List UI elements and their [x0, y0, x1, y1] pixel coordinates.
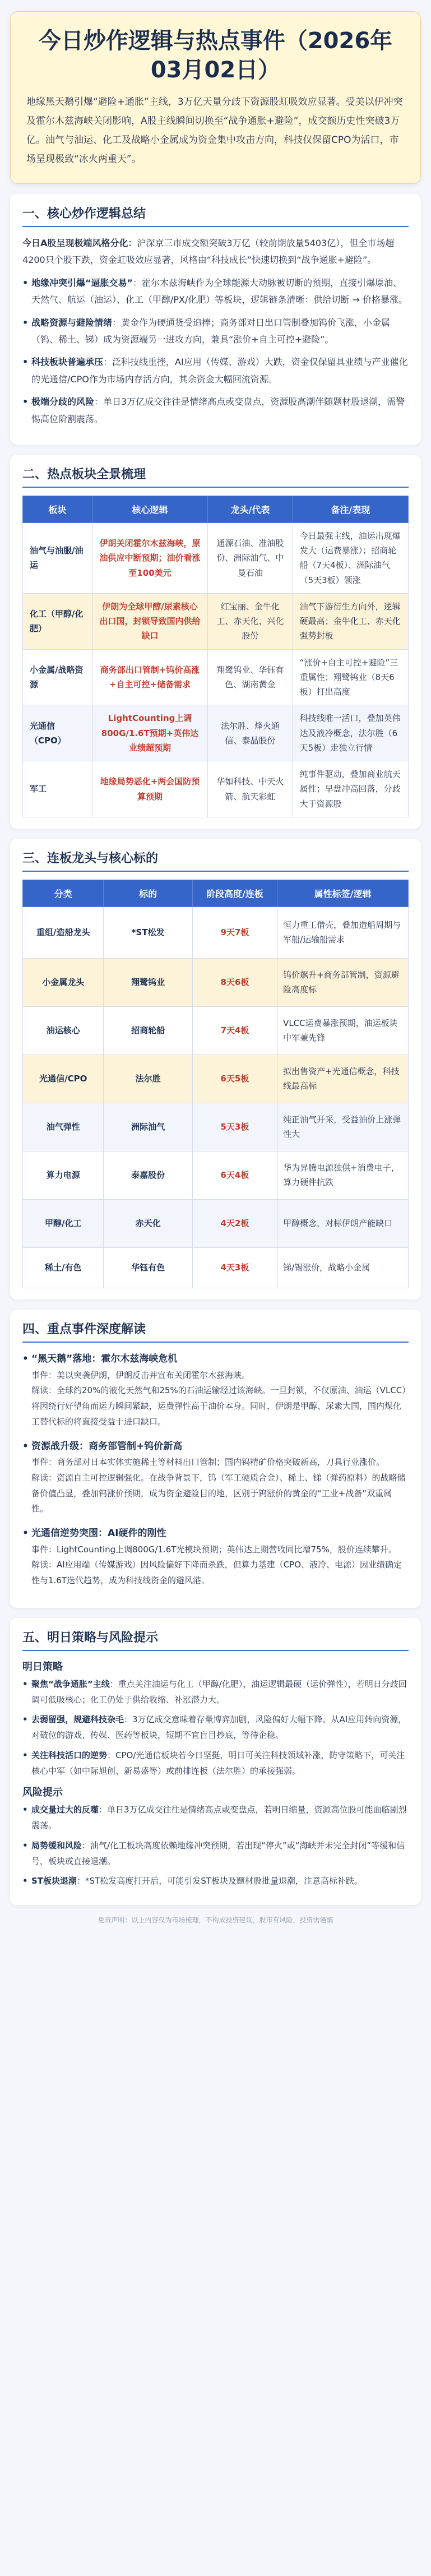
bullet-text: ：霍尔木兹海峡作为全球能源大动脉被切断的预期，直接引爆原油、天然气、航运（油运）、化工（甲醇/PX/化肥）等板块，逻辑链条清晰：供给切断 → 价格暴涨。	[31, 277, 407, 306]
stock-cell: 华钰有色	[104, 1247, 192, 1288]
stock-cell: 泰嘉股份	[104, 1151, 192, 1199]
section-event-analysis	[10, 1310, 421, 1608]
section-title: 四、重点事件深度解读	[22, 1320, 409, 1343]
bullet-content	[31, 1677, 409, 1708]
stock-cell: 招商轮船	[104, 1006, 192, 1055]
stock-cell: 翔鹭钨业	[104, 958, 192, 1006]
section-title: 一、核心炒作逻辑总结	[22, 204, 409, 227]
tag-cell: 钨价飙升+商务部管制，资源避险高度标	[277, 958, 409, 1006]
bullet-content	[31, 1838, 409, 1870]
bullet-text: ：单日3万亿成交往往是情绪高点或变盘点，资源股高潮伴随题材股退潮，需警惕高位阶割震荡。	[31, 396, 405, 424]
tag-cell: 恒力重工借壳，叠加造船周期与军船/运输船需求	[277, 907, 409, 958]
strategy-item	[22, 1677, 409, 1708]
table-row	[23, 522, 409, 593]
event-title: “黑天鹅”落地：霍尔木兹海峡危机	[31, 1353, 178, 1365]
event-fact: 事件：美以突袭伊朗，伊朗反击并宣布关闭霍尔木兹海峡。	[31, 1370, 251, 1380]
logic-cell: 商务部出口管制+钨价高涨+自主可控+储备需求	[92, 649, 207, 705]
bullet-dot-icon: •	[22, 1353, 29, 1365]
section-leading-stocks	[10, 839, 421, 1299]
bullet-item	[22, 354, 409, 388]
event-heading	[22, 1438, 409, 1455]
summary-card	[10, 11, 421, 184]
bullet-item	[22, 275, 409, 309]
table-row	[23, 958, 409, 1006]
bullet-dot-icon: •	[22, 1840, 28, 1851]
note-cell: “涨价+自主可控+避险”三重属性；翔鹭钨业（8天6板）打出高度	[293, 649, 408, 705]
bullet-dot-icon: •	[22, 1678, 28, 1689]
event-title: 资源战升级：商务部管制+钨价新高	[31, 1440, 183, 1452]
bullet-dot-icon: •	[22, 1440, 29, 1452]
category-cell: 算力电源	[23, 1151, 104, 1199]
column-header: 板块	[23, 496, 92, 522]
bullet-dot-icon: •	[22, 357, 29, 368]
column-header: 龙头/代表	[208, 496, 293, 522]
bullet-title: 聚焦“战争通胀”主线	[31, 1678, 110, 1689]
stock-cell: *ST松发	[104, 907, 192, 958]
bullet-dot-icon: •	[22, 1714, 28, 1725]
disclaimer: 免责声明：以上内容仅为市场梳理，不构成投资建议，股市有风险，投资需谨慎	[98, 1916, 333, 1925]
sector-cell: 小金属/战略资源	[23, 649, 92, 705]
bullet-title: ST板块退潮	[31, 1876, 77, 1886]
stock-cell: 赤天化	[104, 1199, 192, 1247]
category-cell: 油运核心	[23, 1006, 104, 1055]
table-row	[23, 649, 409, 705]
bullet-dot-icon: •	[22, 1805, 28, 1815]
tag-cell: 华为昇腾电源独供+消费电子，算力硬件抗跌	[277, 1151, 409, 1199]
height-cell: 6天5板	[192, 1055, 277, 1103]
table-row	[23, 1055, 409, 1103]
table-row	[23, 593, 409, 649]
logic-cell: 伊朗为全球甲醇/尿素核心出口国，封锁导致国内供给缺口	[92, 593, 207, 649]
bullet-title: 极端分歧的风险	[31, 396, 95, 408]
column-header: 属性标签/逻辑	[277, 880, 409, 907]
bullet-text: ：黄金作为硬通货受追捧；商务部对日出口管制叠加钨价飞涨，小金属（钨、稀土、锑）成为资源端另一进攻方向，兼具“涨价+自主可控+避险”。	[31, 317, 391, 345]
section-title: 二、热点板块全景梳理	[22, 465, 409, 488]
tag-cell: 纯正油气开采，受益油价上涨弹性大	[277, 1103, 409, 1151]
leaders-table	[22, 880, 409, 1288]
bullet-dot-icon: •	[22, 1528, 29, 1539]
table-row	[23, 1006, 409, 1055]
event-fact: 事件：商务部对日本实体实施稀土等材料出口管制；国内钨精矿价格突破新高，刀具行业涨价。	[31, 1457, 385, 1468]
bullet-content	[31, 1874, 363, 1889]
section-core-logic	[10, 194, 421, 445]
table-row	[23, 1151, 409, 1199]
bullet-dot-icon: •	[22, 1876, 28, 1886]
table-row	[23, 705, 409, 761]
note-cell: 今日最强主线，油运出现爆发大（运费暴涨）；招商轮船（7天4板）、洲际油气（5天3板）领涨	[293, 522, 408, 593]
bullet-content	[31, 1802, 409, 1834]
event-title: 光通信逆势突围：AI硬件的刚性	[31, 1528, 166, 1539]
table-row	[23, 761, 409, 817]
tag-cell: 拟出售资产+光通信概念，科技线最高标	[277, 1055, 409, 1103]
sector-cell: 光通信（CPO）	[23, 705, 92, 761]
table-row	[23, 907, 409, 958]
risk-item	[22, 1874, 409, 1889]
category-cell: 重组/造船龙头	[23, 907, 104, 958]
tag-cell: VLCC运费暴涨预期，油运板块中军兼先锋	[277, 1006, 409, 1055]
event-item	[22, 1438, 409, 1518]
summary-text: 地缘黑天鹅引爆“避险+通胀”主线，3万亿天量分歧下资源股虹吸效应显著。受美以伊冲突及霍尔木兹海峡关闭影响，A股主线瞬间切换至“战争通胀+避险”，成交额历史性突破3万亿。油气与油运、化工及战略小金属成为资金集中攻击方向，科技仅保留CPO为活口，市场呈现极致“冰火两重天”。	[26, 96, 403, 165]
bullet-text: ：泛科技线重挫，AI应用（传媒、游戏）大跌，资金仅保留具业绩与产业催化的光通信/CPO作为市场内存活方向，其余资金大幅回流资源。	[31, 357, 408, 385]
column-header: 核心逻辑	[92, 496, 207, 522]
event-analysis: 解读：AI应用端（传媒游戏）因风险偏好下降而杀跌，但算力基建（CPO、液冷、电源）因业绩确定性与1.6T迭代趋势，成为科技线资金的避风港。	[31, 1560, 402, 1586]
bullet-text: ：CPO/光通信板块若今日坚挺，明日可关注科技领域补涨，防守策略下，可关注核心中军（如中际旭创、新易盛等）或前排连板（法尔胜）的承接强弱。	[31, 1750, 405, 1776]
column-header: 阶段高度/连板	[192, 880, 277, 907]
height-cell: 5天3板	[192, 1103, 277, 1151]
bullet-title: 科技板块普遍承压	[31, 357, 104, 368]
lead-text: 沪深京三市成交额突破3万亿（较前期放量5403亿），但全市场超4200只个股下跌，资金虹吸效应显著，风格由“科技成长”快速切换到“战争通胀+避险”。	[22, 238, 395, 266]
note-cell: 纯事件驱动，叠加商业航天属性；早盘冲高回落，分歧大于资源股	[293, 761, 408, 817]
bullet-content	[31, 275, 409, 309]
bullet-text: ：重点关注油运与化工（甲醇/化肥），油运逻辑最硬（运价弹性），若明日分歧回调可低吸核心；化工仍处于供给收缩、补涨潜力大。	[31, 1678, 407, 1705]
sector-cell: 军工	[23, 761, 92, 817]
note-cell: 油气下游衍生方向外，逻辑硬最高；金牛化工、赤天化强势封板	[293, 593, 408, 649]
note-cell: 科技线唯一活口，叠加英伟达及液冷概念，法尔胜（6天5板）走独立行情	[293, 705, 408, 761]
risk-item	[22, 1838, 409, 1870]
event-item	[22, 1351, 409, 1430]
section-title: 三、连板龙头与核心标的	[22, 849, 409, 872]
height-cell: 7天4板	[192, 1006, 277, 1055]
category-cell: 光通信/CPO	[23, 1055, 104, 1103]
table-row	[23, 1199, 409, 1247]
bullet-dot-icon: •	[22, 317, 29, 328]
risk-item	[22, 1802, 409, 1834]
sector-table	[22, 496, 409, 817]
bullet-text: ：油气/化工板块高度依赖地缘冲突预期，若出现“停火”或“海峡并未完全封闭”等缓和信号，板块或直接退潮。	[31, 1840, 405, 1866]
section-strategy	[10, 1618, 421, 1905]
tag-cell: 锑/锡涨价，战略小金属	[277, 1247, 409, 1288]
leaders-cell: 通源石油、准油股份、洲际油气、中曼石油	[208, 522, 293, 593]
logic-cell: LightCounting上调800G/1.6T预期+英伟达业绩超预期	[92, 705, 207, 761]
leaders-cell: 华如科技、中天火箭、航天彩虹	[208, 761, 293, 817]
logic-cell: 地缘局势恶化+两会国防预算预期	[92, 761, 207, 817]
bullet-item	[22, 394, 409, 428]
category-cell: 甲醇/化工	[23, 1199, 104, 1247]
bullet-content	[31, 354, 409, 388]
category-cell: 稀土/有色	[23, 1247, 104, 1288]
stock-cell: 法尔胜	[104, 1055, 192, 1103]
bullet-title: 局势缓和风险	[31, 1840, 82, 1851]
bullet-title: 去弱留强，规避科技杂毛	[31, 1714, 124, 1725]
bullet-text: ：单日3万亿成交往往是情绪高点或变盘点，若明日缩量，资源高位股可能面临剧烈震荡。	[31, 1805, 407, 1831]
strategy-item	[22, 1712, 409, 1743]
bullet-dot-icon: •	[22, 396, 29, 408]
bullet-title: 成交量过大的反噬	[31, 1805, 99, 1815]
event-heading	[22, 1351, 409, 1368]
lead-paragraph	[22, 235, 409, 269]
height-cell: 4天2板	[192, 1199, 277, 1247]
event-analysis: 解读：资源自主可控逻辑强化。在战争背景下，钨（军工硬质合金）、稀土、锑（弹药原料）的战略储备价值凸显，叠加钨涨价预期，成为资金避险目的地，区别于钨涨价的黄金的“工业+战备”双重属性。	[31, 1472, 406, 1514]
category-cell: 小金属龙头	[23, 958, 104, 1006]
column-header: 分类	[23, 880, 104, 907]
category-cell: 油气弹性	[23, 1103, 104, 1151]
bullet-content	[31, 315, 409, 349]
lead-label: 今日A股呈现极端风格分化：	[22, 238, 137, 248]
height-cell: 6天4板	[192, 1151, 277, 1199]
bullet-dot-icon: •	[22, 277, 29, 288]
bullet-content	[31, 1712, 409, 1743]
table-row	[23, 1247, 409, 1288]
tag-cell: 甲醇概念，对标伊朗产能缺口	[277, 1199, 409, 1247]
bullet-text: ：3万亿成交意味着存量博弈加剧，风险偏好大幅下降。从AI应用转向资源，对破位的游戏、传媒、医药等板块，短期不宜盲目抄底，等待企稳。	[31, 1714, 407, 1741]
height-cell: 9天7板	[192, 907, 277, 958]
bullet-text: ：*ST松发高度打开后，可能引发ST板块及题材股批量退潮，注意高标补跌。	[77, 1876, 363, 1886]
table-header-row	[23, 496, 409, 522]
column-header: 标的	[104, 880, 192, 907]
table-header-row	[23, 880, 409, 907]
bullet-title: 地缘冲突引爆“逼胀交易”	[31, 277, 133, 288]
bullet-title: 战略资源与避险情绪	[31, 317, 113, 328]
bullet-dot-icon: •	[22, 1750, 28, 1760]
sector-cell: 化工（甲醇/化肥）	[23, 593, 92, 649]
bullet-title: 关注科技活口的逆势	[31, 1750, 108, 1760]
leaders-cell: 翔鹭钨业、华钰有色、湖南黄金	[208, 649, 293, 705]
leaders-cell: 法尔胜、烽火通信、泰晶股份	[208, 705, 293, 761]
logic-cell: 伊朗关闭霍尔木兹海峡，原油供应中断预期；油价看涨至100美元	[92, 522, 207, 593]
bullet-content	[31, 394, 409, 428]
page-title: 今日炒作逻辑与热点事件（2026年03月02日）	[38, 28, 393, 83]
event-item	[22, 1525, 409, 1589]
sector-cell: 油气与油服/油运	[23, 522, 92, 593]
bullet-item	[22, 315, 409, 349]
height-cell: 4天3板	[192, 1247, 277, 1288]
event-heading	[22, 1525, 409, 1542]
leaders-cell: 红宝丽、金牛化工、赤天化、兴化股份	[208, 593, 293, 649]
bullet-content	[31, 1748, 409, 1779]
strategy-subtitle: 明日策略	[22, 1661, 63, 1673]
risk-subtitle: 风险提示	[22, 1787, 63, 1799]
section-title: 五、明日策略与风险提示	[22, 1628, 409, 1651]
strategy-item	[22, 1748, 409, 1779]
stock-cell: 洲际油气	[104, 1103, 192, 1151]
event-analysis: 解读：全球约20%的液化天然气和25%的石油运输经过该海峡。一旦封锁，不仅原油、油运（VLCC）将因绕行好望角而运力瞬间紧缺，运费弹性高于油价本身。同时，伊朗是甲醇、尿素大国，国内煤化工替代标的将直接受益于进口缺口。	[31, 1385, 406, 1427]
column-header: 备注/表现	[293, 496, 408, 522]
section-sector-overview	[10, 455, 421, 829]
table-row	[23, 1103, 409, 1151]
event-fact: 事件：LightCounting上调800G/1.6T光模块预期；英伟达上期营收同比增75%，股价连续攀升。	[31, 1544, 397, 1555]
height-cell: 8天6板	[192, 958, 277, 1006]
